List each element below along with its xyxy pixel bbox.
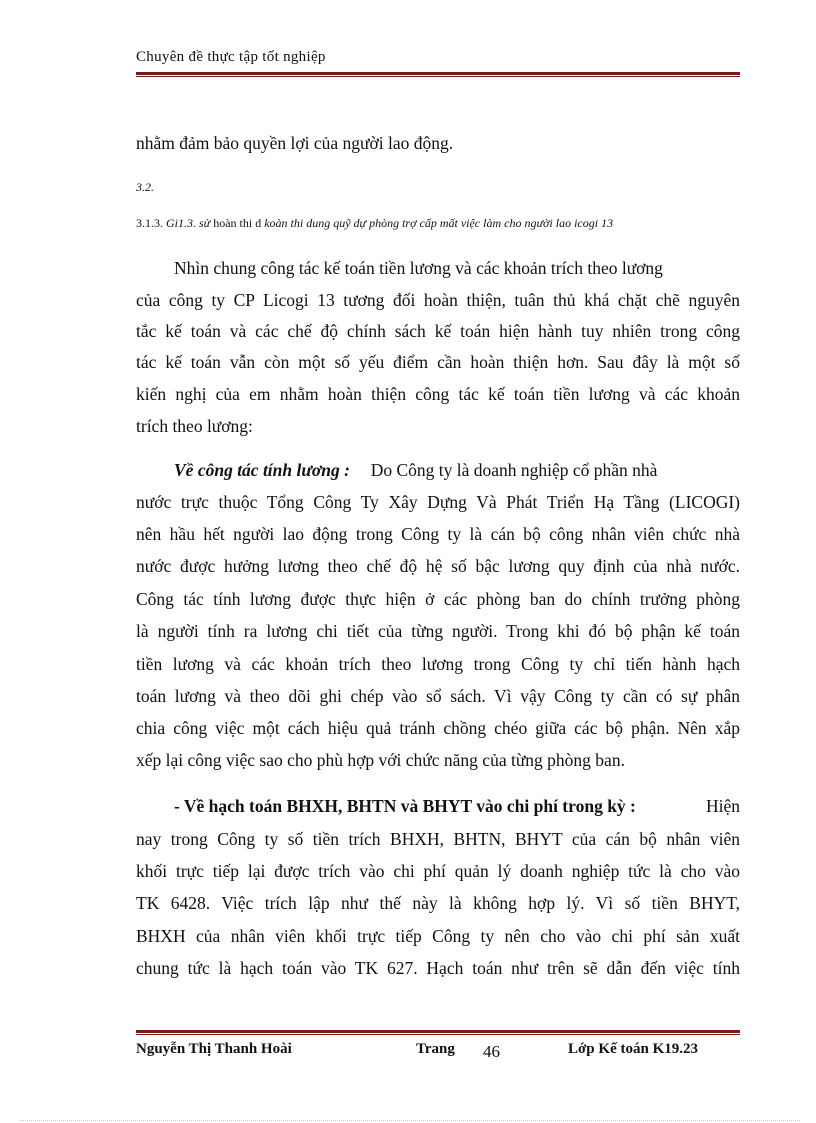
section-number-b: 3.1.3. — [136, 216, 163, 230]
para3-line: TK 6428. Việc trích lập như thế này là không hợp lý. Vì số tiền BHYT, — [136, 893, 740, 913]
footer-author: Nguyễn Thị Thanh Hoài — [136, 1041, 292, 1057]
para1-line: Nhìn chung công tác kế toán tiền lương và các khoản trích theo lương — [174, 258, 663, 278]
page-bottom-edge — [20, 1120, 800, 1121]
section-number-a: 3.2. — [136, 180, 154, 194]
section-rest: koàn thi dung quỹ dự phòng trợ cấp mất việc làm cho người lao icogi 13 — [264, 216, 614, 230]
section-heading — [136, 216, 613, 231]
para3-line: BHXH của nhân viên khối trực tiếp Công ty nên cho vào chi phí sản xuất — [136, 926, 740, 946]
para2-line: chia công việc một cách hiệu quả tránh chồng chéo giữa các bộ phận. Nên xắp — [136, 718, 740, 738]
para2-line: tiền lương và các khoản trích theo lương trong Công ty chỉ tiến hành hạch — [136, 654, 740, 674]
para3-dash: - — [174, 796, 184, 816]
para3-first-rest: Hiện — [705, 796, 740, 816]
header-rule — [136, 72, 740, 77]
page-number: 46 — [483, 1042, 500, 1061]
para1-line: của công ty CP Licogi 13 tương đối hoàn thiện, tuân thủ khá chặt chẽ nguyên — [136, 290, 740, 310]
footer-class: Lớp Kế toán K19.23 — [568, 1041, 698, 1057]
para2-heading: Về công tác tính lương : — [174, 460, 350, 480]
footer-rule — [136, 1030, 740, 1035]
para2-first-rest: Do Công ty là doanh nghiệp cổ phần nhà — [370, 460, 658, 480]
para3-line: khối trực tiếp lại được trích vào chi phí quản lý doanh nghiệp tức là cho vào — [136, 861, 740, 881]
para1-line: trích theo lương: — [136, 416, 253, 436]
header-title: Chuyên đề thực tập tốt nghiệp — [136, 49, 326, 65]
para2-line: là người tính ra lương chi tiết của từng người. Trong khi đó bộ phận kế toán — [136, 621, 740, 641]
para1-line: tác kế toán vẫn còn một số yếu điểm cần hoàn thiện hơn. Sau đây là một số — [136, 352, 740, 372]
section-su: sử — [199, 216, 211, 230]
para2-line: Công tác tính lương được thực hiện ở các phòng ban do chính trưởng phòng — [136, 589, 740, 609]
para1-line: kiến nghị của em nhằm hoàn thiện công tác kế toán tiền lương và các khoản — [136, 384, 740, 404]
section-d: d — [255, 216, 262, 230]
para2-line: xếp lại công việc sao cho phù hợp với chức năng của từng phòng ban. — [136, 750, 625, 770]
para3-first-line — [174, 796, 740, 817]
footer-page-label: Trang — [416, 1041, 455, 1057]
para1-line: tắc kế toán và các chế độ chính sách kế toán hiện hành tuy nhiên trong công — [136, 321, 740, 341]
para2-line: nước được hưởng lương theo chế độ hệ số bậc lương quy định của nhà nước. — [136, 556, 740, 576]
section-gi: Gi1.3. — [166, 216, 196, 230]
para2-first-line — [174, 460, 740, 481]
para2-line: nên hầu hết người lao động trong Công ty là cán bộ công nhân viên chức nhà — [136, 524, 740, 544]
para3-heading: Về hạch toán BHXH, BHTN và BHYT vào chi phí trong kỳ : — [183, 796, 636, 816]
intro-line: nhằm đảm bảo quyền lợi của người lao động. — [136, 133, 454, 153]
para2-line: toán lương và theo dõi ghi chép vào sổ sách. Vì vậy Công ty cần có sự phân — [136, 686, 740, 706]
para2-line: nước trực thuộc Tổng Công Ty Xây Dựng Và Phát Triển Hạ Tầng (LICOGI) — [136, 492, 740, 512]
section-hoan-thi: hoàn thi — [213, 216, 253, 230]
para3-line: chung tức là hạch toán vào TK 627. Hạch toán như trên sẽ dẫn đến việc tính — [136, 958, 740, 978]
para3-line: nay trong Công ty số tiền trích BHXH, BHTN, BHYT của cán bộ nhân viên — [136, 829, 740, 849]
